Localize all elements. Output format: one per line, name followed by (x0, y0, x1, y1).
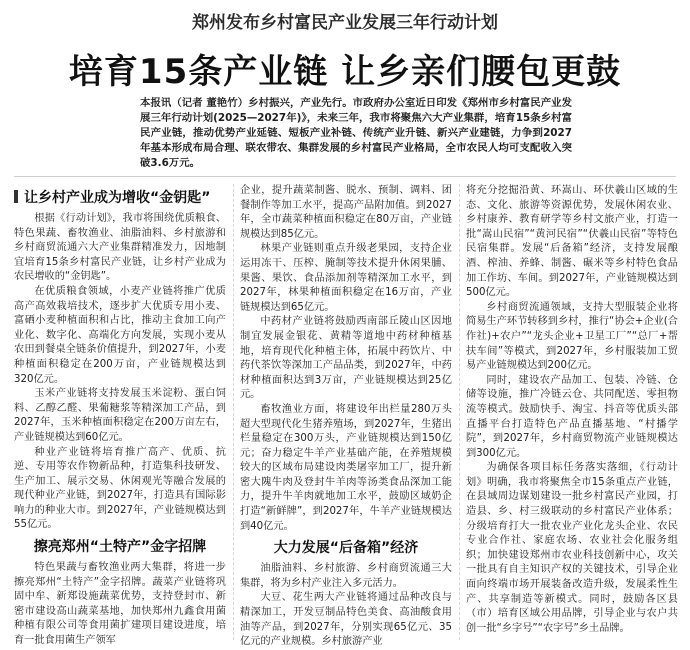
article-byline: 本报讯（记者 董艳竹） (140, 97, 249, 109)
paragraph: 大豆、花生两大产业链将通过品种改良与精深加工，开发豆制品特色美食、高油酸食用油等产品，到2027年，分别实现65亿元、35亿元的产业规模。乡村旅游产业 (240, 592, 452, 648)
section-heading-text: 让乡村产业成为增收“金钥匙” (24, 190, 211, 206)
paragraph: 为确保各项目标任务落实落细，《行动计划》明确，我市将聚焦全市15条重点产业链，在县域周边谋划建设一批乡村富民产业园，打造县、乡、村三级联动的乡村富民产业体系；分级培育打大一批农业产业化龙头企业、农民专业合作社、家庭农场、农业社会化服务组织；加快建设郑州市农业科技创新中心，攻关一批具有自主知识产权的关键技术，引导企业面向终端市场开展装备改造升级，发展柔性生产、共享制造等新模式。同时，鼓励各区县（市）培育区域公用品牌，引导企业与农户共创一批“乡字号”“农字号”乡土品牌。 (466, 462, 678, 634)
section-heading: 大力发展“后备箱”经济 (273, 540, 419, 557)
paragraph: 根据《行动计划》，我市将围绕优质粮食、特色果蔬、畜牧渔业、油脂油料、乡村旅游和乡村商贸流通六大产业集群精准发力，因地制宜培育15条乡村富民产业链，让乡村产业成为农民增收的“金钥匙”。 (14, 213, 226, 283)
paragraph: 乡村商贸流通领域，支持大型服装企业将简易生产环节转移到乡村，推行“协会+企业(合作社)+农户”“龙头企业+卫星工厂”“总厂+帮扶车间”等模式，到2027年，乡村服装加工贸易产业链规模达到200亿元。 (466, 301, 678, 372)
section-heading (14, 188, 226, 208)
paragraph: 油脂油料、乡村旅游、乡村商贸流通三大集群，将为乡村产业注入多元活力。 (240, 563, 452, 589)
paragraph: 中药材产业链将鼓励西南部丘陵山区因地制宜发展金银花、黄精等道地中药材种植基地，培育现代化种植主体，拓展中药饮片、中药代茶饮等深加工产品品类，到2027年，中药材种植面积达到3万亩，产业链规模达到25亿元。 (240, 316, 452, 401)
article-lead (140, 96, 572, 171)
column-3 (466, 184, 678, 640)
article-subheadline: 郑州发布乡村富民产业发展三年行动计划 (192, 13, 498, 33)
paragraph: 玉米产业链将支持发展玉米淀粉、蛋白饲料、乙醇乙醛、果葡糖浆等精深加工产品，到2027年，玉米种植面积稳定在200万亩左右，产业链规模达到60亿元。 (14, 388, 226, 443)
column-2 (240, 184, 452, 648)
column-1 (14, 184, 226, 647)
paragraph: 企业，提升蔬菜制酱、脱水、预制、调料、团餐制作等加工水平，提高产品附加值。到2027年，全市蔬菜种植面积稳定在80万亩，产业链规模达到85亿元。 (240, 185, 452, 240)
paragraph: 特色果蔬与畜牧渔业两大集群，将进一步擦亮郑州“土特产”金字招牌。蔬菜产业链将巩固中牟、新郑设施蔬菜优势，支持登封市、新密市建设高山蔬菜基地，加快郑州九鑫食用菌种植有限公司等食用菌扩建项目建设进度，培育一批食用菌生产领军 (14, 562, 226, 647)
article-lead-text: 乡村振兴，产业先行。市政府办公室近日印发《郑州市乡村富民产业发展三年行动计划(2025—2027年)》，未来三年，我市将聚焦六大产业集群，培育15条乡村富民产业链，推动优势产业延链、短板产业补链、传统产业升链、新兴产业建链，力争到2027年基本形成布局合理、联农带农、集群发展的乡村富民产业格局，全市农民人均可支配收入突破3.6万元。 (140, 97, 572, 169)
paragraph: 林果产业链则重点升级老果园，支持企业运用冻干、压榨、腌制等技术提升休闲果脯、果酱、果饮、食品添加剂等精深加工水平，到2027年，林果种植面积稳定在16万亩，产业链规模达到65亿元。 (240, 243, 452, 313)
column-divider (233, 184, 234, 640)
paragraph: 在优质粮食领域，小麦产业链将推广优质高产高效栽培技术，逐步扩大优质专用小麦、富硒小麦种植面积和占比，推动主食加工向产业化、数字化、高端化方向发展，实现小麦从农田到餐桌全链条价值提升，到2027年，小麦种植面积稳定在200万亩，产业链规模达到320亿元。 (14, 285, 226, 385)
paragraph: 同时，建设农产品加工、包装、冷链、仓储等设施，推广冷链云仓、共同配送、零担物流等模式。鼓励快手、淘宝、抖音等优质头部直播平台打造特色产品直播基地、“村播学院”，到2027年，乡村商贸物流产业链规模达到300亿元。 (466, 374, 678, 459)
paragraph: 种业产业链将培育推广高产、优质、抗逆、专用等农作物新品种，打造集科技研发、生产加工、展示交易、休闲观光等融合发展的现代种业产业链，到2027年，打造具有国际影响力的种业大市。到2027年，产业链规模达到55亿元。 (14, 446, 226, 531)
article-headline: 培育15条产业链 让乡亲们腰包更鼓 (68, 52, 622, 92)
paragraph: 将充分挖掘沿黄、环嵩山、环伏羲山区域的生态、文化、旅游等资源优势，发展休闲农业、乡村康养、教育研学等乡村文旅产业，打造一批“嵩山民宿”“黄河民宿”“伏羲山民宿”等特色民宿集群。发展“后备箱”经济，支持发展酿酒、榨油、养蜂、制酱、碾米等乡村特色食品加工作坊、车间。到2027年，产业链规模达到500亿元。 (466, 185, 678, 299)
paragraph: 畜牧渔业方面，将建设年出栏量280万头超大型现代化生猪养殖场，到2027年，生猪出栏量稳定在300万头，产业链规模达到150亿元；奋力稳定牛羊产业基础产能，在养殖规模较大的区域布局建设肉类屠宰加工厂，提升新密大隗牛肉及登封牛羊肉等汤类食品深加工能力，提升牛羊肉就地加工水平，鼓励区域奶企打造“新鲜牌”，到2027年，牛羊产业链规模达到40亿元。 (240, 403, 452, 532)
section-heading: 擦亮郑州“土特产”金字招牌 (33, 539, 207, 556)
divider (14, 176, 676, 177)
section-marker (14, 190, 18, 203)
column-divider (459, 184, 460, 640)
